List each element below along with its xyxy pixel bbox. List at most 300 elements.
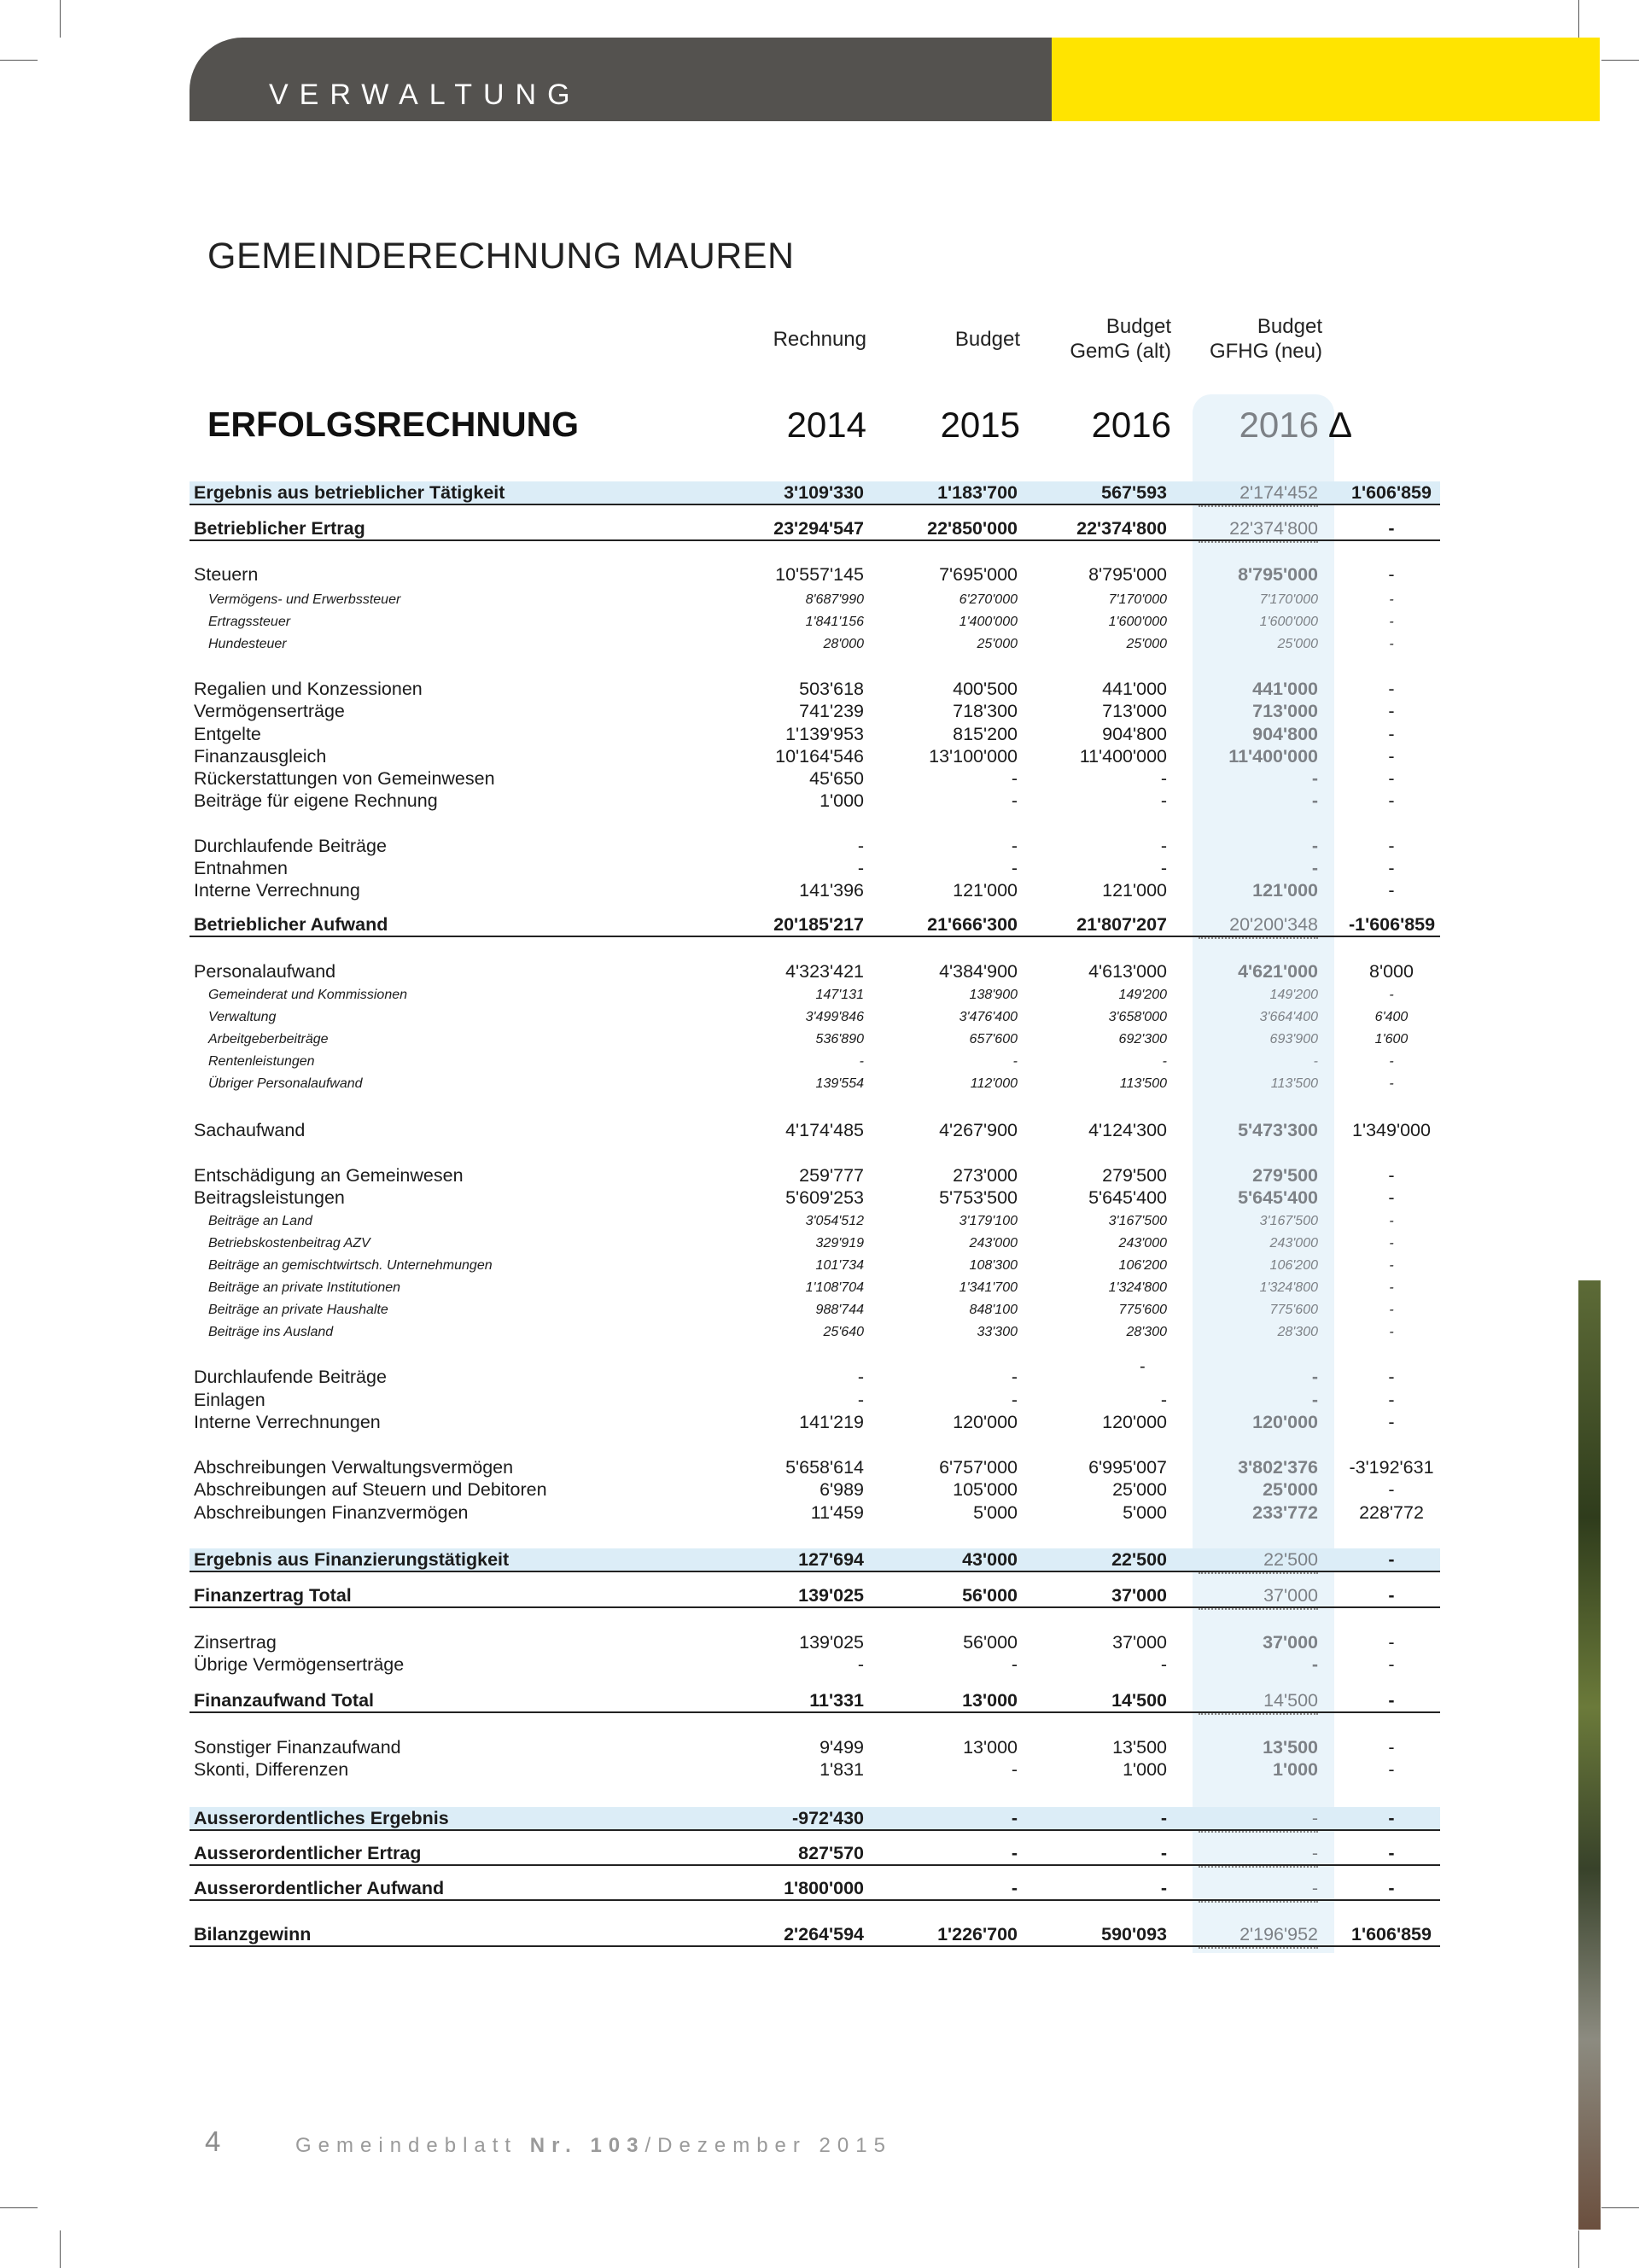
row-label: Vermögens- und Erwerbssteuer — [208, 592, 401, 607]
row-value: 2'264'594 — [784, 1924, 864, 1944]
row-value: 121'000 — [953, 880, 1018, 901]
row-value: - — [1011, 836, 1018, 856]
row-value: 2'174'452 — [1164, 481, 1318, 504]
row-value: 1'800'000 — [784, 1878, 864, 1898]
table-row — [190, 1389, 1440, 1411]
row-label: Betrieblicher Ertrag — [194, 518, 365, 539]
table-row — [190, 517, 1440, 541]
row-label: Beiträge an gemischtwirtsch. Unternehmungen — [208, 1258, 493, 1273]
row-value: 9'499 — [820, 1737, 864, 1758]
row-value: 1'341'700 — [959, 1280, 1018, 1295]
row-value: 139'554 — [815, 1076, 864, 1091]
row-value: 713'000 — [1102, 701, 1167, 721]
page-title: GEMEINDERECHNUNG MAUREN — [207, 236, 795, 277]
row-value: 141'396 — [799, 880, 864, 901]
row-value: 13'500 — [1112, 1737, 1167, 1758]
table-row — [190, 700, 1440, 722]
row-value: 5'658'614 — [785, 1457, 864, 1478]
row-value: 120'000 — [1102, 1412, 1167, 1432]
row-value: 113'500 — [1270, 1076, 1318, 1091]
row-value: 4'323'421 — [785, 961, 864, 982]
table-row — [190, 1548, 1440, 1572]
row-value: 4'174'485 — [785, 1120, 864, 1140]
row-value: 5'645'400 — [1088, 1187, 1167, 1208]
crop-mark — [0, 60, 38, 61]
row-value: - — [1389, 1258, 1394, 1273]
row-value: 441'000 — [1252, 679, 1318, 699]
row-label: Vermögenserträge — [194, 701, 345, 721]
row-value: 5'473'300 — [1238, 1120, 1318, 1140]
row-value: - — [1160, 1390, 1167, 1410]
row-label: Bilanzgewinn — [194, 1924, 312, 1944]
row-value: - — [1388, 701, 1395, 721]
row-label: Personalaufwand — [194, 961, 336, 982]
row-value: 904'800 — [1102, 724, 1167, 744]
row-value: 33'300 — [977, 1325, 1018, 1339]
table-row — [190, 1807, 1440, 1831]
row-value: 139'025 — [799, 1632, 864, 1653]
row-value: 536'890 — [815, 1032, 864, 1047]
row-value: 6'757'000 — [939, 1457, 1018, 1478]
row-value: - — [1311, 790, 1318, 811]
row-value: 775'600 — [1269, 1303, 1318, 1317]
row-value: 243'000 — [969, 1236, 1018, 1251]
section-label: VERWALTUNG — [269, 79, 581, 111]
row-value: 11'400'000 — [1228, 746, 1318, 767]
row-label: Arbeitgeberbeiträge — [208, 1032, 329, 1047]
table-row — [190, 745, 1440, 767]
row-label: Beiträge an private Haushalte — [208, 1303, 388, 1317]
row-value: 106'200 — [1118, 1258, 1167, 1273]
row-value: 1'831 — [820, 1759, 864, 1780]
row-value: 3'658'000 — [1108, 1010, 1167, 1024]
row-value: 4'124'300 — [1088, 1120, 1167, 1140]
row-value: - — [1311, 1390, 1318, 1410]
row-value: 1'600'000 — [1259, 615, 1318, 629]
row-value: - — [1313, 1054, 1318, 1069]
row-label: Gemeinderat und Kommissionen — [208, 988, 408, 1002]
row-value: - — [1311, 1367, 1318, 1387]
table-row — [190, 1255, 1440, 1277]
row-value: 7'695'000 — [939, 564, 1018, 585]
table-row — [190, 1186, 1440, 1209]
row-value: - — [1388, 518, 1395, 539]
row-value: - — [1011, 1843, 1018, 1863]
row-value: - — [1389, 1054, 1394, 1069]
row-label: Finanzertrag Total — [194, 1585, 352, 1606]
row-value: 815'200 — [953, 724, 1018, 744]
year-2014: 2014 — [786, 405, 866, 445]
row-value: 28'000 — [823, 637, 864, 651]
row-value: 8'000 — [1369, 961, 1414, 982]
row-value: 25'000 — [977, 637, 1018, 651]
row-value: 590'093 — [1101, 1924, 1167, 1944]
row-value: 56'000 — [963, 1632, 1018, 1653]
row-value: 113'500 — [1119, 1076, 1167, 1091]
row-value: - — [1011, 1878, 1018, 1898]
row-label: Übrige Vermögenserträge — [194, 1654, 405, 1675]
row-value: - — [1160, 858, 1167, 878]
table-row — [190, 913, 1440, 937]
table-row — [190, 1758, 1440, 1781]
year-2016-alt: 2016 — [1091, 405, 1171, 445]
row-label: Interne Verrechnung — [194, 880, 360, 901]
crop-mark — [0, 2207, 38, 2208]
row-value: - — [1011, 1367, 1018, 1387]
row-value: 243'000 — [1269, 1236, 1318, 1251]
row-value: 105'000 — [953, 1479, 1018, 1500]
row-value: 5'645'400 — [1238, 1187, 1318, 1208]
row-value: - — [1388, 1367, 1395, 1387]
row-value: 1'600 — [1374, 1032, 1409, 1047]
table-row — [190, 1233, 1440, 1255]
row-value: - — [1388, 836, 1395, 856]
table-row — [190, 1411, 1440, 1433]
row-label: Beiträge für eigene Rechnung — [194, 790, 438, 811]
row-value: - — [1388, 1843, 1395, 1863]
row-value: 13'100'000 — [929, 746, 1018, 767]
row-value: 13'500 — [1263, 1737, 1318, 1758]
row-value: 4'621'000 — [1238, 961, 1318, 982]
table-row — [190, 1736, 1440, 1758]
row-value: 22'500 — [1111, 1549, 1167, 1570]
row-value: - — [1388, 1878, 1395, 1898]
table-row — [190, 1277, 1440, 1299]
row-value: 5'753'500 — [939, 1187, 1018, 1208]
row-value: 5'609'253 — [785, 1187, 864, 1208]
row-value: - — [857, 1654, 864, 1675]
row-value: - — [1160, 1878, 1167, 1898]
row-label: Ergebnis aus betrieblicher Tätigkeit — [194, 482, 505, 503]
row-value: 37'000 — [1263, 1632, 1318, 1653]
row-value: - — [1160, 790, 1167, 811]
row-value: - — [1388, 1412, 1395, 1432]
row-value: 25'000 — [1112, 1479, 1167, 1500]
row-value: 718'300 — [953, 701, 1018, 721]
row-label: Steuern — [194, 564, 259, 585]
row-value: 259'777 — [799, 1165, 864, 1186]
row-value: 37'000 — [1111, 1585, 1167, 1606]
column-header-budget-2015: Budget — [954, 328, 1020, 351]
table-row — [190, 1073, 1440, 1095]
row-label: Finanzausgleich — [194, 746, 327, 767]
row-value: 567'593 — [1101, 482, 1167, 503]
row-value: 56'000 — [962, 1585, 1018, 1606]
row-label: Betrieblicher Aufwand — [194, 914, 388, 935]
row-value: 7'170'000 — [1259, 592, 1318, 607]
row-label: Zinsertrag — [194, 1632, 277, 1653]
row-value: 3'664'400 — [1259, 1010, 1318, 1024]
row-value: 11'331 — [809, 1690, 864, 1711]
table-row — [190, 1456, 1440, 1478]
row-value: 273'000 — [953, 1165, 1018, 1186]
row-value: 21'807'207 — [1076, 914, 1167, 935]
table-row — [190, 1501, 1440, 1524]
row-value: - — [1011, 1390, 1018, 1410]
table-row — [190, 1842, 1440, 1866]
table-row — [190, 835, 1440, 857]
row-value: - — [1011, 1808, 1018, 1828]
row-value: 22'374'800 — [1076, 518, 1167, 539]
row-value: 692'300 — [1118, 1032, 1167, 1047]
row-value: 121'000 — [1252, 880, 1318, 901]
row-value: - — [1388, 1390, 1395, 1410]
table-row — [190, 1006, 1440, 1029]
row-value: - — [1388, 768, 1395, 789]
row-value: 13'000 — [962, 1690, 1018, 1711]
row-value: 10'164'546 — [775, 746, 864, 767]
table-row — [190, 879, 1440, 901]
table-row — [190, 1689, 1440, 1713]
row-value: - — [1162, 1054, 1167, 1069]
row-value: - — [1160, 1808, 1167, 1828]
row-value: 5'000 — [1123, 1502, 1167, 1523]
row-label: Finanzaufwand Total — [194, 1690, 375, 1711]
row-label: Ertragssteuer — [208, 615, 291, 629]
row-label: Ausserordentlicher Aufwand — [194, 1878, 445, 1898]
row-label: Beiträge an private Institutionen — [208, 1280, 401, 1295]
row-value: 1'000 — [1123, 1759, 1167, 1780]
row-value: - — [1388, 1165, 1395, 1186]
row-label: Betriebskostenbeitrag AZV — [208, 1236, 370, 1251]
row-value: 25'640 — [823, 1325, 864, 1339]
row-label: Ergebnis aus Finanzierungstätigkeit — [194, 1549, 510, 1570]
row-value: 8'687'990 — [805, 592, 864, 607]
column-header-rechnung: Rechnung — [773, 328, 866, 351]
row-value: - — [1389, 637, 1394, 651]
row-value: 1'324'800 — [1108, 1280, 1167, 1295]
table-row — [190, 1584, 1440, 1608]
row-label: Regalien und Konzessionen — [194, 679, 423, 699]
row-value: 3'499'846 — [805, 1010, 864, 1024]
row-label: Durchlaufende Beiträge — [194, 836, 387, 856]
crop-mark — [60, 0, 61, 38]
row-value: 11'400'000 — [1079, 746, 1167, 767]
row-value: 441'000 — [1102, 679, 1167, 699]
row-value: - — [1388, 1737, 1395, 1758]
row-value: -1'606'859 — [1349, 914, 1436, 935]
row-value: 20'185'217 — [773, 914, 864, 935]
row-value: - — [857, 1390, 864, 1410]
row-value: 45'650 — [809, 768, 864, 789]
row-value: 2'196'952 — [1164, 1923, 1318, 1945]
row-label: Hundesteuer — [208, 637, 287, 651]
table-row — [190, 1164, 1440, 1186]
row-value: - — [857, 836, 864, 856]
row-label: Entschädigung an Gemeinwesen — [194, 1165, 464, 1186]
table-row — [190, 1366, 1440, 1388]
row-value: 1'226'700 — [937, 1924, 1018, 1944]
row-value: 1'000 — [820, 790, 864, 811]
table-row — [190, 1923, 1440, 1947]
row-value: 503'618 — [799, 679, 864, 699]
row-value: 228'772 — [1359, 1502, 1424, 1523]
row-value: 657'600 — [969, 1032, 1018, 1047]
row-value: - — [1388, 1759, 1395, 1780]
row-value: 14'500 — [1164, 1689, 1318, 1711]
row-value: 3'167'500 — [1108, 1214, 1167, 1228]
row-value: 147'131 — [815, 988, 864, 1002]
row-value: 11'459 — [810, 1502, 864, 1523]
row-value: 1'841'156 — [805, 615, 864, 629]
row-label: Rentenleistungen — [208, 1054, 315, 1069]
crop-mark — [1578, 0, 1579, 38]
crop-mark — [1601, 2207, 1639, 2208]
table-row — [190, 1299, 1440, 1321]
row-value: - — [1160, 1654, 1167, 1675]
row-value: - — [1389, 1303, 1394, 1317]
row-value: 904'800 — [1252, 724, 1318, 744]
row-value: 1'606'859 — [1351, 482, 1432, 503]
year-2015: 2015 — [940, 405, 1020, 445]
row-value: 121'000 — [1102, 880, 1167, 901]
table-row — [190, 1877, 1440, 1901]
row-value: - — [1012, 1054, 1018, 1069]
table-row — [190, 857, 1440, 879]
crop-mark — [60, 2230, 61, 2268]
row-value: - — [1389, 1236, 1394, 1251]
row-value: -972'430 — [791, 1808, 864, 1828]
row-value: 23'294'547 — [773, 518, 864, 539]
column-header-budget-gemg: Budget GemG (alt) — [1070, 315, 1171, 363]
row-value: 14'500 — [1111, 1690, 1167, 1711]
row-value: 1'606'859 — [1351, 1924, 1432, 1944]
row-value: 1'324'800 — [1259, 1280, 1318, 1295]
table-row — [190, 1210, 1440, 1233]
row-value: - — [1389, 1076, 1394, 1091]
row-value: 329'919 — [815, 1236, 864, 1251]
row-label: Verwaltung — [208, 1010, 277, 1024]
row-value: 13'000 — [963, 1737, 1018, 1758]
row-label: Beitragsleistungen — [194, 1187, 345, 1208]
row-value: - — [1160, 836, 1167, 856]
row-value: - — [1389, 1214, 1394, 1228]
row-value: 4'384'900 — [939, 961, 1018, 982]
row-value: - — [1389, 988, 1394, 1002]
row-value: - — [1388, 790, 1395, 811]
row-value: - — [1388, 724, 1395, 744]
row-value: - — [859, 1054, 864, 1069]
row-value: - — [1011, 1654, 1018, 1675]
row-value: 6'270'000 — [959, 592, 1018, 607]
row-value: 775'600 — [1118, 1303, 1167, 1317]
row-value: 138'900 — [969, 988, 1018, 1002]
row-value: 37'000 — [1112, 1632, 1167, 1653]
row-value: - — [1388, 1187, 1395, 1208]
row-value: - — [1164, 1877, 1318, 1899]
page-number: 4 — [205, 2125, 221, 2157]
row-value: 21'666'300 — [927, 914, 1018, 935]
row-value: 1'000 — [1273, 1759, 1318, 1780]
row-label: Beiträge an Land — [208, 1214, 312, 1228]
row-label: Sachaufwand — [194, 1120, 306, 1140]
row-value: 7'170'000 — [1108, 592, 1167, 607]
row-label: Entgelte — [194, 724, 261, 744]
row-value: - — [1388, 1654, 1395, 1675]
row-label: Interne Verrechnungen — [194, 1412, 381, 1432]
row-value: 149'200 — [1118, 988, 1167, 1002]
row-value: - — [1160, 1843, 1167, 1863]
row-value: 22'500 — [1164, 1548, 1318, 1571]
row-value: - — [1011, 790, 1018, 811]
row-value: 22'850'000 — [927, 518, 1018, 539]
row-label: Sonstiger Finanzaufwand — [194, 1737, 401, 1758]
row-value: 988'744 — [815, 1303, 864, 1317]
row-value: 10'557'145 — [775, 564, 864, 585]
table-row — [190, 563, 1440, 586]
row-value: 25'000 — [1277, 637, 1318, 651]
row-value: - — [1389, 615, 1394, 629]
row-label: Entnahmen — [194, 858, 288, 878]
row-value: 1'400'000 — [959, 615, 1018, 629]
table-row — [190, 984, 1440, 1006]
row-value: 233'772 — [1252, 1502, 1318, 1523]
row-value: 1'108'704 — [805, 1280, 864, 1295]
table-row — [190, 611, 1440, 633]
row-value: 827'570 — [798, 1843, 864, 1863]
row-value: - — [857, 858, 864, 878]
row-value: 3'476'400 — [959, 1010, 1018, 1024]
row-label: Beiträge ins Ausland — [208, 1325, 334, 1339]
row-value: - — [1388, 1479, 1395, 1500]
row-value: - — [1011, 768, 1018, 789]
row-label: Abschreibungen Finanzvermögen — [194, 1502, 469, 1523]
table-row — [190, 1119, 1440, 1141]
row-value: 25'000 — [1263, 1479, 1318, 1500]
row-value: 1'183'700 — [937, 482, 1018, 503]
row-value: 279'500 — [1102, 1165, 1167, 1186]
row-value: 101'734 — [815, 1258, 864, 1273]
row-value: - — [1389, 1325, 1394, 1339]
row-value: 139'025 — [798, 1585, 864, 1606]
row-value: 848'100 — [969, 1303, 1018, 1317]
row-value: 108'300 — [969, 1258, 1018, 1273]
row-value: 43'000 — [962, 1549, 1018, 1570]
year-2016-neu: 2016 — [1239, 405, 1319, 445]
row-value: 6'400 — [1374, 1010, 1409, 1024]
table-row — [190, 1321, 1440, 1344]
row-value: 25'000 — [1126, 637, 1167, 651]
row-value: 3'802'376 — [1238, 1457, 1318, 1478]
row-value: - — [1388, 1549, 1395, 1570]
row-value: - — [1389, 592, 1394, 607]
row-value: - — [1311, 858, 1318, 878]
row-value: 120'000 — [1252, 1412, 1318, 1432]
row-value: 106'200 — [1269, 1258, 1318, 1273]
footer-publication: Gemeindeblatt Nr. 103/Dezember 2015 — [295, 2134, 892, 2157]
row-value: 3'179'100 — [959, 1214, 1018, 1228]
table-row — [190, 960, 1440, 982]
table-row — [190, 1478, 1440, 1501]
table-row — [190, 589, 1440, 611]
row-value: - — [1311, 768, 1318, 789]
crop-mark — [1601, 60, 1639, 61]
row-value: 22'374'800 — [1164, 517, 1318, 539]
header-accent — [1052, 38, 1600, 121]
row-value: 37'000 — [1164, 1584, 1318, 1606]
table-row — [190, 723, 1440, 745]
table-row — [190, 633, 1440, 656]
row-value: 8'795'000 — [1238, 564, 1318, 585]
row-value: 400'500 — [953, 679, 1018, 699]
row-label: Übriger Personalaufwand — [208, 1076, 363, 1091]
column-header-budget-gfhg: Budget GFHG (neu) — [1209, 315, 1322, 363]
row-value: - — [1388, 564, 1395, 585]
section-title: ERFOLGSRECHNUNG — [207, 405, 580, 444]
table-row — [190, 790, 1440, 812]
row-value: - — [1388, 1632, 1395, 1653]
row-label: Ausserordentliches Ergebnis — [194, 1808, 449, 1828]
